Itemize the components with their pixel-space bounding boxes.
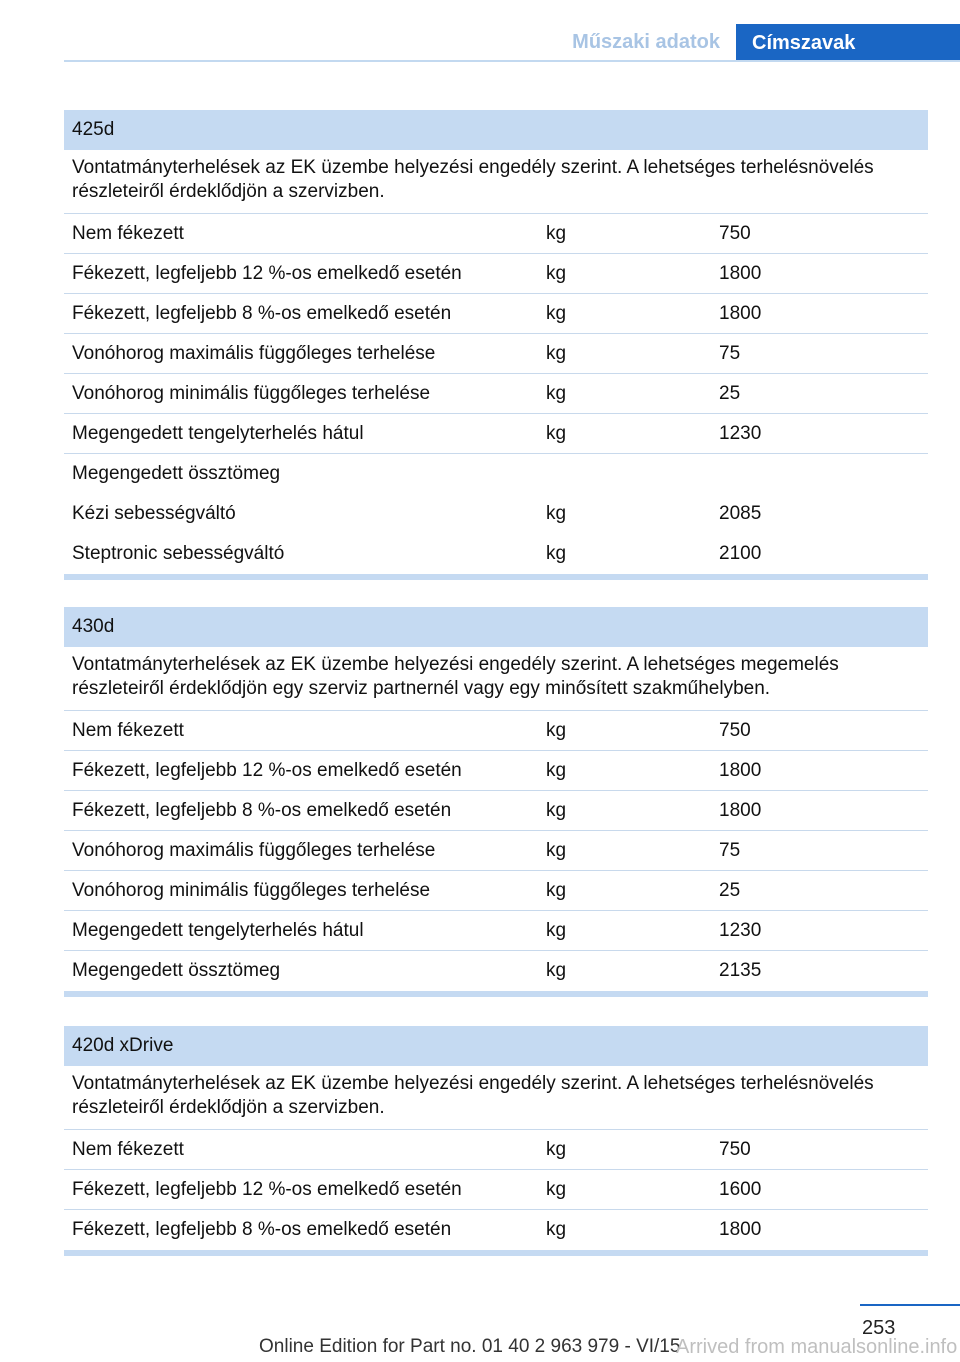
table-note: Vontatmányterhelések az EK üzembe helyezési engedély szerint. A lehetséges terhelésnövelés részleteiről érdeklődjön a szervizben. — [64, 1066, 928, 1130]
row-label: Megengedett tengelyterhelés hátul — [72, 422, 364, 444]
row-unit: kg — [546, 422, 567, 444]
row-unit: kg — [546, 960, 567, 981]
row-unit: kg — [546, 503, 567, 524]
row-label: Megengedett össztömeg — [72, 960, 281, 981]
row-unit: kg — [546, 799, 567, 821]
table-row — [64, 711, 928, 751]
header-section-tab[interactable]: Műszaki adatok — [572, 30, 720, 53]
table-row — [64, 494, 928, 534]
row-unit: kg — [546, 342, 567, 364]
row-label: Vonóhorog minimális függőleges terhelése — [72, 382, 431, 404]
row-value: 1800 — [719, 262, 762, 284]
table-row — [64, 534, 928, 574]
row-value: 75 — [719, 839, 741, 861]
row-unit: kg — [546, 222, 567, 244]
row-value: 750 — [719, 719, 751, 741]
table-row — [64, 294, 928, 334]
table-row — [64, 454, 928, 494]
table-note: Vontatmányterhelések az EK üzembe helyezési engedély szerint. A lehetséges terhelésnövelés részleteiről érdeklődjön a szervizben. — [64, 150, 928, 214]
row-value: 1800 — [719, 759, 762, 781]
row-value: 1800 — [719, 302, 762, 324]
row-label: Megengedett össztömeg — [72, 463, 281, 484]
row-value: 1600 — [719, 1178, 762, 1200]
row-unit: kg — [546, 1178, 567, 1200]
table-row — [64, 414, 928, 454]
row-label: Nem fékezett — [72, 719, 184, 741]
row-unit: kg — [546, 1219, 567, 1240]
row-unit: kg — [546, 919, 567, 941]
row-unit: kg — [546, 302, 567, 324]
row-label: Vonóhorog maximális függőleges terhelése — [72, 342, 436, 364]
header-rule — [64, 60, 960, 62]
row-value: 2135 — [719, 960, 762, 981]
row-value: 1230 — [719, 422, 762, 444]
table-model-heading: 420d xDrive — [64, 1026, 928, 1066]
page-number-rule — [860, 1304, 960, 1306]
table-row — [64, 1210, 928, 1250]
table-row — [64, 791, 928, 831]
row-label: Kézi sebességváltó — [72, 503, 236, 524]
row-value: 1230 — [719, 919, 762, 941]
table-note: Vontatmányterhelések az EK üzembe helyezési engedély szerint. A lehetséges megemelés részleteiről érdeklődjön egy szerviz partnernél vagy egy minősített szakműhelyben. — [64, 647, 928, 711]
row-value: 1800 — [719, 1219, 762, 1240]
table-row — [64, 1130, 928, 1170]
row-value: 1800 — [719, 799, 762, 821]
row-unit: kg — [546, 839, 567, 861]
spec-table-425d — [64, 110, 928, 580]
row-unit: kg — [546, 719, 567, 741]
table-row — [64, 871, 928, 911]
row-unit: kg — [546, 759, 567, 781]
row-label: Fékezett, legfeljebb 8 %-os emelkedő esetén — [72, 302, 452, 324]
row-label: Fékezett, legfeljebb 12 %-os emelkedő esetén — [72, 262, 462, 284]
table-row — [64, 751, 928, 791]
row-label: Vonóhorog minimális függőleges terhelése — [72, 879, 431, 901]
row-label: Steptronic sebességváltó — [72, 543, 285, 564]
row-label: Vonóhorog maximális függőleges terhelése — [72, 839, 436, 861]
table-row — [64, 214, 928, 254]
row-value: 25 — [719, 382, 741, 404]
row-unit: kg — [546, 262, 567, 284]
row-unit: kg — [546, 543, 567, 564]
table-end-rule — [64, 991, 928, 997]
row-unit: kg — [546, 1138, 567, 1160]
table-row — [64, 1170, 928, 1210]
row-label: Fékezett, legfeljebb 12 %-os emelkedő esetén — [72, 1178, 462, 1200]
table-row — [64, 911, 928, 951]
table-row — [64, 334, 928, 374]
row-label: Fékezett, legfeljebb 12 %-os emelkedő esetén — [72, 759, 462, 781]
row-value: 25 — [719, 879, 741, 901]
table-end-rule — [64, 574, 928, 580]
row-label: Nem fékezett — [72, 1138, 184, 1160]
header-chapter-tab[interactable]: Címszavak — [736, 24, 960, 62]
row-value: 2100 — [719, 543, 762, 564]
row-unit: kg — [546, 382, 567, 404]
row-label: Fékezett, legfeljebb 8 %-os emelkedő esetén — [72, 799, 452, 821]
page-number: 253 — [862, 1317, 896, 1339]
table-model-heading: 425d — [64, 110, 928, 150]
row-value: 750 — [719, 1138, 751, 1160]
spec-table-430d — [64, 607, 928, 997]
row-label: Megengedett tengelyterhelés hátul — [72, 919, 364, 941]
table-model-heading: 430d — [64, 607, 928, 647]
table-end-rule — [64, 1250, 928, 1256]
row-value: 75 — [719, 342, 741, 364]
table-row — [64, 374, 928, 414]
row-value: 750 — [719, 222, 751, 244]
row-label: Fékezett, legfeljebb 8 %-os emelkedő esetén — [72, 1219, 452, 1240]
row-unit: kg — [546, 879, 567, 901]
edition-footer: Online Edition for Part no. 01 40 2 963 979 - VI/15 — [259, 1336, 681, 1357]
table-row — [64, 951, 928, 991]
row-value: 2085 — [719, 503, 762, 524]
watermark: Arrived from manualsonline.info — [676, 1336, 958, 1358]
row-label: Nem fékezett — [72, 222, 184, 244]
table-row — [64, 831, 928, 871]
table-row — [64, 254, 928, 294]
spec-table-420d-xdrive — [64, 1026, 928, 1256]
